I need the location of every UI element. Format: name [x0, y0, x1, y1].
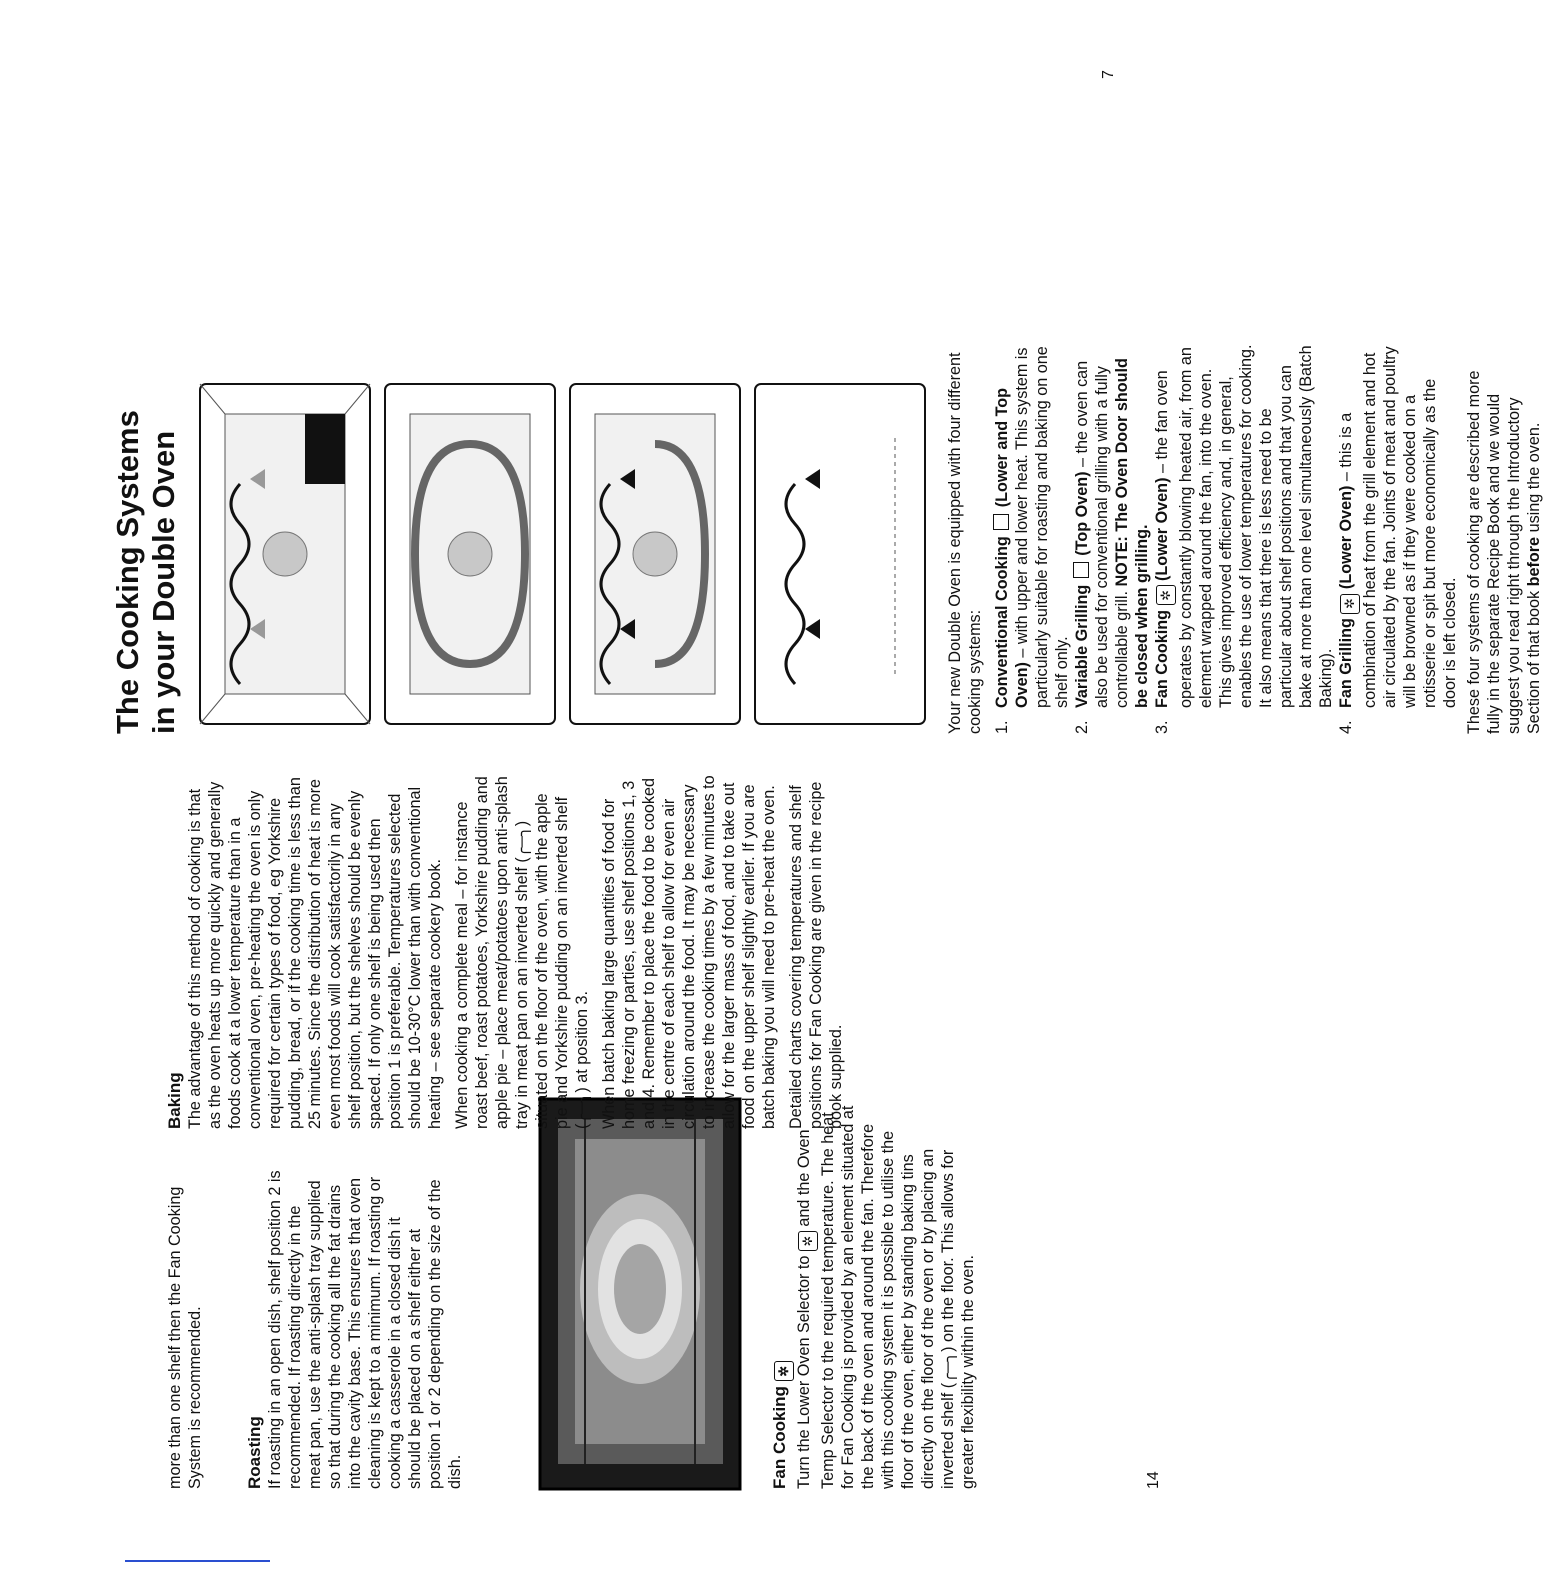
system-text: – with upper and lower heat. This system is particularly suitable for roasting and baking on one shelf only. [1013, 346, 1071, 708]
diagram-variable-grilling [755, 384, 925, 724]
diagram-fan-cooking [385, 384, 555, 724]
margin-line [125, 1560, 270, 1562]
system-number: 2. [1073, 720, 1091, 734]
baking-paragraph-1: The advantage of this method of cooking is that as the oven heats up more quickly and generally foods cook at a lower temperature than in a conventional oven, pre-heating the oven is only required for certain types of food, eg Yorkshire pudding, bread, or if the cooking time is less than 25 minutes. Since the distribution of heat is more even most foods will cook satisfactorily in any shelf position, but the shelves should be evenly spaced. If only one shelf is being used then position 1 is preferable. Temperatures selected should be 10-30°C lower than with conventional heating – see separate cookery book. [186, 777, 444, 1129]
fan-cooking-heading: Fan Cooking [770, 1386, 789, 1489]
system-number: 1. [993, 720, 1011, 734]
left-column-1 [165, 1169, 472, 1489]
right-text-column [945, 344, 1551, 734]
system-qualifier: (Lower Oven) [1153, 477, 1171, 581]
fan-cooking-text-2: and the Oven Temp Selector to the required temperature. The heat for Fan Cooking is provided by an element situated at the back of the oven and around the fan. Therefore with this cooking system it is possible to utilise the floor of the oven, either by standing baking tins directly on the floor of the oven or by placing an inverted shelf (╭─╮) on the floor. This allows for greater flexibility within the oven. [795, 1105, 977, 1489]
diagram-conventional [200, 384, 370, 724]
diagram-fan-grilling [570, 384, 740, 724]
fan-grill-icon: ✲ [1340, 594, 1360, 614]
system-item-2 [1072, 344, 1152, 734]
system-number: 3. [1153, 720, 1171, 734]
cooking-systems-diagrams [195, 374, 935, 734]
system-item-3 [1152, 344, 1336, 734]
systems-intro: Your new Double Oven is equipped with four different cooking systems: [946, 352, 984, 734]
system-text: – this is a combination of heat from the grill element and hot air circulated by the fan. Joints of meat and poultry will be browned as if they were cooked on a rotisserie or spit but more economically as the door is left closed. [1337, 346, 1459, 708]
closing-bold-word: before [1525, 536, 1543, 587]
system-qualifier: (Top Oven) [1073, 471, 1091, 556]
system-item-1 [992, 344, 1072, 734]
system-text: – the oven can also be used for conventional grilling with a fully controllable grill. [1073, 360, 1131, 708]
system-name: Fan Cooking [1153, 609, 1171, 708]
fan-cooking-text-1: Turn the Lower Oven Selector to [795, 1255, 813, 1489]
closing-paragraph [1464, 344, 1544, 734]
system-note: NOTE: The Oven Door should be closed when grilling. [1113, 358, 1151, 708]
roasting-section [245, 1169, 465, 1489]
fan-symbol-icon: ✲ [774, 1361, 794, 1381]
page-title-line-1: The Cooking Systems [110, 410, 145, 734]
fan-cooking-heading-row [770, 1099, 794, 1489]
conventional-cooking-icon [993, 514, 1009, 530]
fan-cooking-section [770, 1099, 978, 1489]
baking-section [165, 774, 853, 1129]
cooking-systems-list [992, 344, 1460, 734]
intro-paragraph: more than one shelf then the Fan Cooking System is recommended. [166, 1186, 204, 1489]
roasting-heading: Roasting [245, 1416, 264, 1489]
fan-oven-photo [540, 1099, 740, 1489]
system-item-4 [1336, 344, 1460, 734]
baking-heading: Baking [165, 1072, 184, 1129]
baking-paragraph-3: When batch baking large quantities of food for home freezing or parties, use shelf positions 1, 3 and 4. Remember to place the food to be cooked in the centre of each shelf to allow for even air circulation around the food. It may be necessary to increase the cooking times by a few minutes to allow for the larger mass of food, and to take out food on the upper shelf slightly earlier. If you are batch baking you will need to pre-heat the oven. [600, 775, 778, 1129]
roasting-text: If roasting in an open dish, shelf position 2 is recommended. If roasting directly in the meat pan, use the anti-splash tray supplied so that during the cooking all the fat drains into the cavity base. This ensures that oven cleaning is kept to a minimum. If roasting or cooking a casserole in a closed dish it should be placed on a shelf either at position 1 or 2 depending on the size of the dish. [266, 1170, 464, 1489]
system-text: – the fan oven operates by constantly blowing heated air, from an element wrapped around the fan, into the oven. This gives improved efficiency and, in general, enables the use of lower temperatures for cooking. It also means that there is less need to be particular about shelf positions and that you can bake at more than one level simultaneously (Batch Baking). [1153, 344, 1335, 708]
system-qualifier: (Lower and Top Oven) [993, 387, 1031, 708]
page-title [110, 314, 182, 734]
system-name: Variable Grilling [1073, 584, 1091, 708]
closing-text-end: using the oven. [1525, 422, 1543, 533]
grill-icon [1073, 562, 1089, 578]
right-page-number: 7 [1100, 70, 1117, 79]
system-number: 4. [1337, 720, 1355, 734]
system-name: Conventional Cooking [993, 536, 1011, 708]
system-name: Fan Grilling [1337, 618, 1355, 708]
closing-text: These four systems of cooking are described more fully in the separate Recipe Book and we would suggest you read right through the Introductory Section of that book [1465, 370, 1543, 734]
fan-symbol-icon: ✲ [1156, 585, 1176, 605]
fan-symbol-icon: ✲ [798, 1231, 818, 1251]
page-title-line-2: in your Double Oven [146, 430, 181, 734]
baking-paragraph-2: When cooking a complete meal – for instance roast beef, roast potatoes, Yorkshire pudding and apple pie – place meat/potatoes upon anti-splash tray in meat pan on an inverted shelf (╭─╮) situated on the floor of the oven, with the apple pie and Yorkshire pudding on an inverted shelf (╭─╮) at position 3. [453, 776, 591, 1129]
system-qualifier: (Lower Oven) [1337, 485, 1355, 590]
baking-paragraph-4: Detailed charts covering temperatures and shelf positions for Fan Cooking are given in the recipe book supplied. [787, 781, 845, 1129]
oven-interior-illustration [540, 1099, 740, 1489]
left-page-number: 14 [1145, 1471, 1162, 1489]
oven-diagrams [195, 374, 935, 734]
